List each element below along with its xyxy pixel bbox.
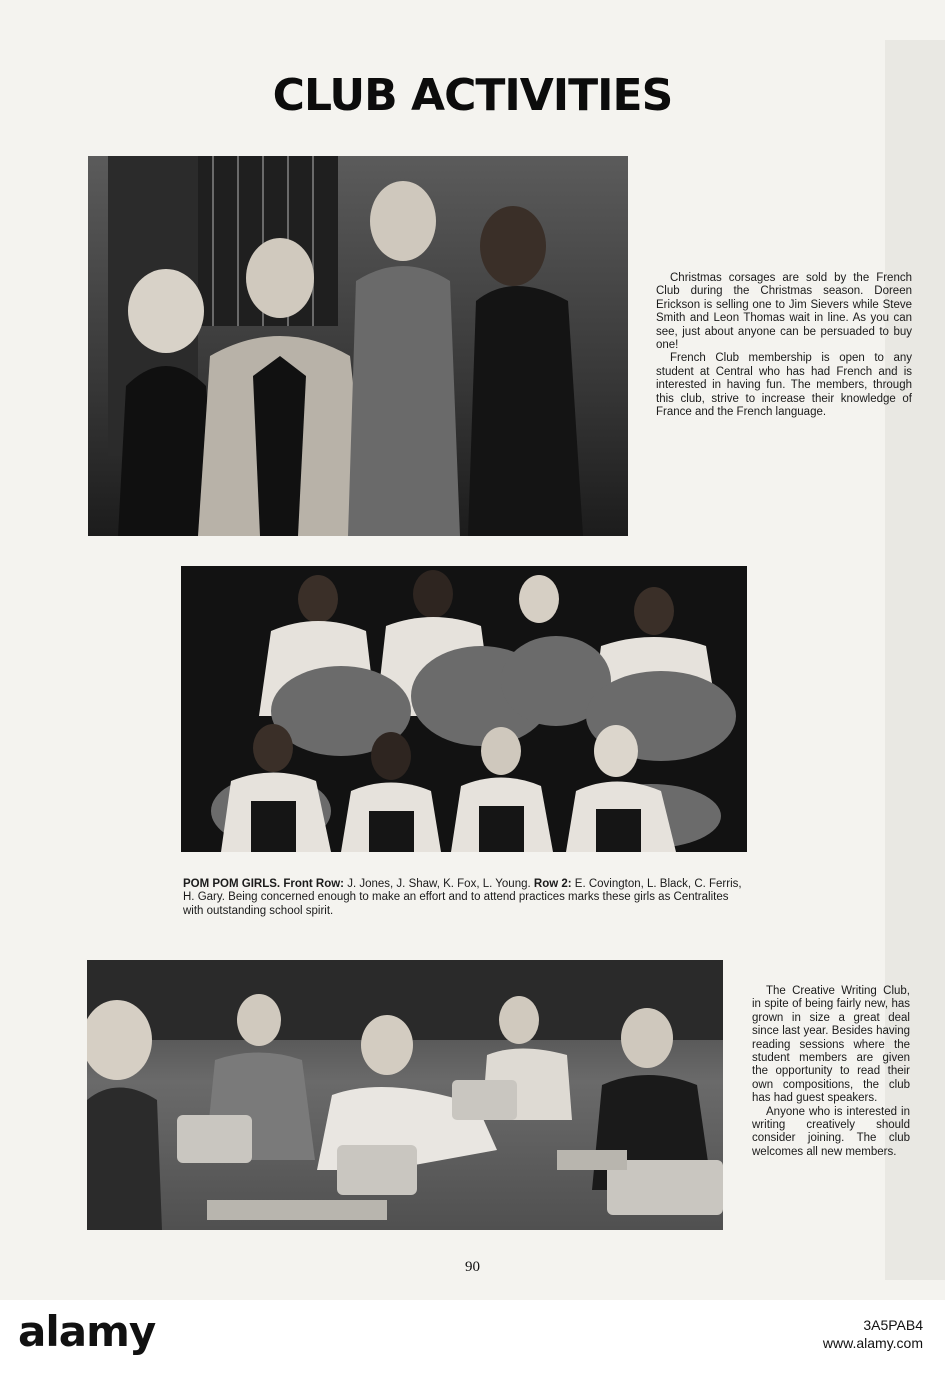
- caption-front-row-label: Front Row:: [283, 878, 345, 890]
- caption-row-2-label: Row 2:: [533, 878, 572, 890]
- image-id: 3A5PAB4: [863, 1317, 923, 1333]
- creative-writing-photo: [87, 960, 723, 1230]
- french-club-paragraph-2: French Club membership is open to any student at Central who has had French and is interested in having fun. The members, through this club, strive to increase their knowledge of France and the French language.: [656, 352, 912, 419]
- image-credit: [823, 1316, 923, 1352]
- alamy-logo: alamy: [18, 1307, 156, 1356]
- page-number: 90: [465, 1259, 480, 1275]
- pom-pom-girls-caption: [183, 878, 749, 918]
- creative-writing-paragraph-1: The Creative Writing Club, in spite of being fairly new, has grown in size a great deal since last year. Besides having reading sessions where the student members are given the opportunity to read their own compositions, the club has had guest speakers.: [752, 985, 910, 1105]
- caption-front-row-names: J. Jones, J. Shaw, K. Fox, L. Young.: [344, 878, 534, 890]
- creative-writing-text: [752, 985, 910, 1159]
- french-club-photo: [88, 156, 628, 536]
- page-title: CLUB ACTIVITIES: [272, 70, 673, 121]
- french-club-text: [656, 272, 912, 419]
- caption-row-2-text: E. Covington, L. Black, C. Ferris, H. Gary. Being concerned enough to make an effort and to attend practices marks these girls as Centralites with outstanding school spirit.: [183, 878, 742, 917]
- site-url: www.alamy.com: [822, 1335, 923, 1351]
- caption-heading: POM POM GIRLS.: [183, 878, 281, 890]
- pom-pom-girls-photo: [181, 566, 747, 852]
- creative-writing-paragraph-2: Anyone who is interested in writing creatively should consider joining. The club welcomes all new members.: [752, 1105, 910, 1158]
- french-club-paragraph-1: Christmas corsages are sold by the French Club during the Christmas season. Doreen Erickson is selling one to Jim Sievers while Steve Smith and Leon Thomas wait in line. As you can see, just about anyone can be persuaded to buy one!: [656, 272, 912, 352]
